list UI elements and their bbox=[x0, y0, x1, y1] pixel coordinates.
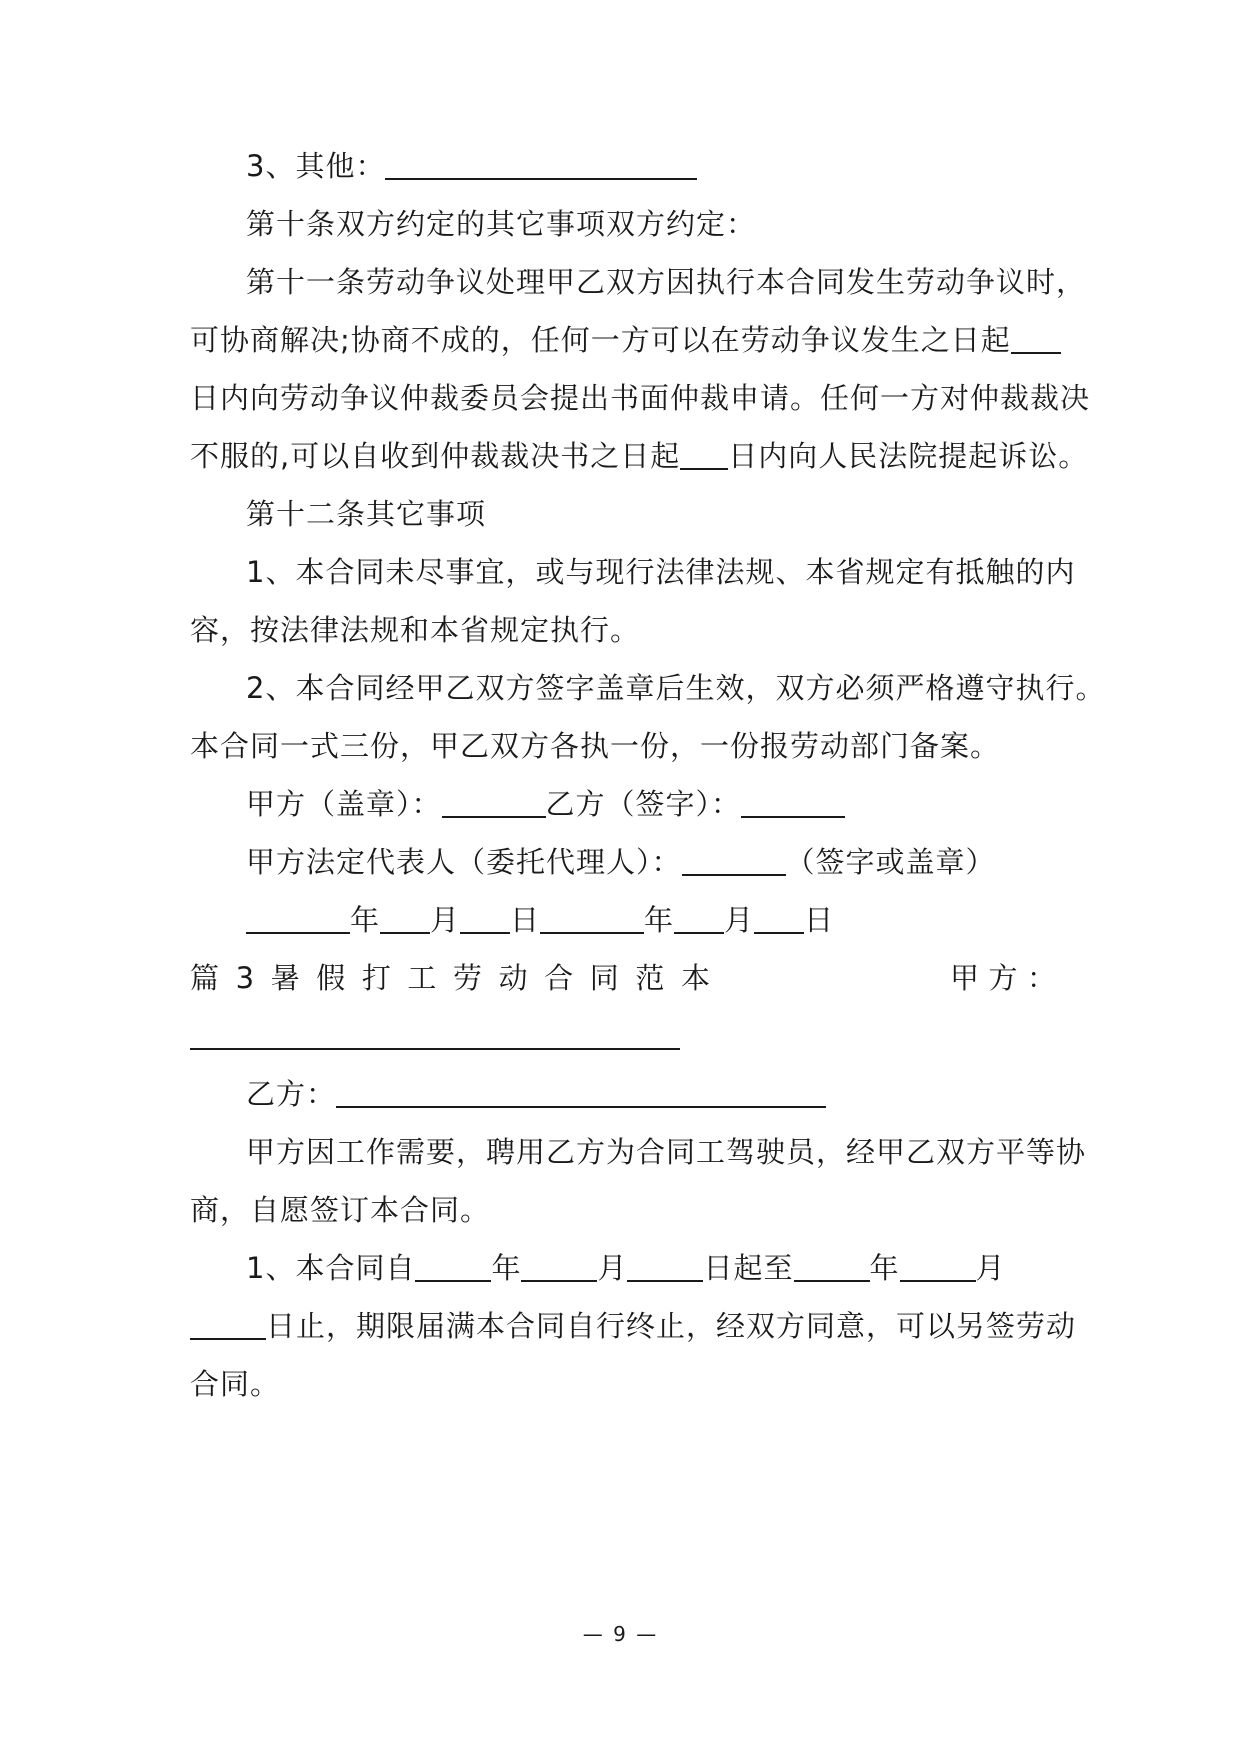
page-number: — 9 — bbox=[582, 1622, 659, 1646]
start-day-blank[interactable] bbox=[627, 1252, 703, 1282]
blank-field[interactable] bbox=[385, 150, 697, 180]
signature-parties: 甲方（盖章）： 乙方（签字）： bbox=[246, 784, 845, 824]
clause-other: 3、其他： bbox=[246, 146, 697, 186]
party-a-label: 甲 方 ： bbox=[950, 961, 1056, 995]
end-day-blank[interactable] bbox=[190, 1310, 266, 1340]
term-line-1: 1、本合同自 年 月 日起至 年 月 bbox=[246, 1251, 1006, 1285]
section-title-text: 篇 3 暑 假 打 工 劳 动 合 同 范 本 bbox=[190, 961, 710, 995]
article-10-heading: 第十条双方约定的其它事项双方约定： bbox=[246, 207, 757, 241]
start-month-blank[interactable] bbox=[521, 1252, 597, 1282]
day-blank[interactable] bbox=[754, 904, 804, 934]
month-blank[interactable] bbox=[380, 904, 430, 934]
article-12-item-1-line-1: 1、本合同未尽事宜，或与现行法律法规、本省规定有抵触的内 bbox=[246, 555, 1076, 589]
blank-field[interactable] bbox=[680, 440, 728, 470]
article-11-line-4: 不服的,可以自收到仲裁裁决书之日起 日内向人民法院提起诉讼。 bbox=[190, 439, 1089, 473]
start-year-blank[interactable] bbox=[415, 1252, 491, 1282]
year-blank[interactable] bbox=[540, 904, 644, 934]
party-a-line bbox=[190, 1016, 680, 1056]
day-blank[interactable] bbox=[460, 904, 510, 934]
representative-blank[interactable] bbox=[682, 846, 786, 876]
article-12-item-2-line-1: 2、本合同经甲乙双方签字盖章后生效，双方必须严格遵守执行。 bbox=[246, 671, 1106, 705]
end-year-blank[interactable] bbox=[794, 1252, 870, 1282]
month-blank[interactable] bbox=[674, 904, 724, 934]
term-line-2: 日止，期限届满本合同自行终止，经双方同意，可以另签劳动 bbox=[190, 1306, 1076, 1346]
party-a-seal-blank[interactable] bbox=[442, 788, 546, 818]
article-11-line-1: 第十一条劳动争议处理甲乙双方因执行本合同发生劳动争议时， bbox=[246, 265, 1087, 299]
article-11-line-3: 日内向劳动争议仲裁委员会提出书面仲裁申请。任何一方对仲裁裁决 bbox=[190, 381, 1091, 415]
term-line-3: 合同。 bbox=[190, 1367, 281, 1401]
party-b-sign-blank[interactable] bbox=[741, 788, 845, 818]
article-12-item-2-line-2: 本合同一式三份，甲乙双方各执一份，一份报劳动部门备案。 bbox=[190, 729, 1001, 763]
article-12-item-1-line-2: 容，按法律法规和本省规定执行。 bbox=[190, 613, 641, 647]
article-11-line-2: 可协商解决;协商不成的，任何一方可以在劳动争议发生之日起 bbox=[190, 320, 1061, 360]
end-month-blank[interactable] bbox=[900, 1252, 976, 1282]
signature-dates: 年 月 日 年 月 日 bbox=[246, 900, 834, 940]
article-12-heading: 第十二条其它事项 bbox=[246, 497, 487, 531]
preamble-line-2: 商，自愿签订本合同。 bbox=[190, 1193, 491, 1227]
preamble-line-1: 甲方因工作需要，聘用乙方为合同工驾驶员，经甲乙双方平等协 bbox=[246, 1135, 1087, 1169]
blank-field[interactable] bbox=[1011, 324, 1061, 354]
legal-representative: 甲方法定代表人（委托代理人）： （签字或盖章） bbox=[246, 845, 996, 879]
party-b-line: 乙方： bbox=[246, 1074, 826, 1114]
year-blank[interactable] bbox=[246, 904, 350, 934]
party-b-blank[interactable] bbox=[336, 1078, 826, 1108]
section-title bbox=[190, 958, 1060, 998]
party-a-blank[interactable] bbox=[190, 1020, 680, 1050]
